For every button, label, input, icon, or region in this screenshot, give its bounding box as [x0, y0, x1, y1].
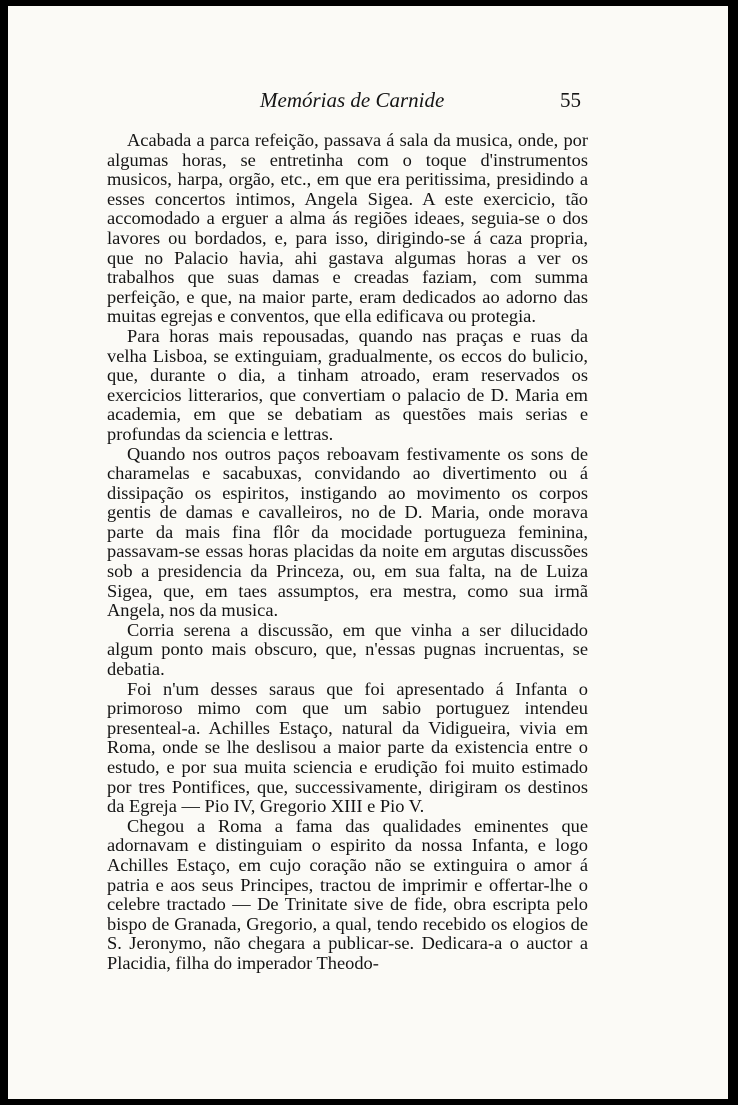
- paragraph: Corria serena a discussão, em que vinha a ser dilucidado algum ponto mais obscuro, que, n'essas pugnas incruentas, se debatia.: [107, 619, 588, 680]
- running-title: Memórias de Carnide: [260, 88, 445, 112]
- paragraph: Quando nos outros paços reboavam festivamente os sons de charamelas e sacabuxas, convidando ao divertimento ou á dissipação os espiritos, instigando ao movimento os corpos gentis de damas e cavalleiros, no de D. Maria, onde morava parte da mais fina flôr da mocidade portugueza feminina, passavam-se essas horas placidas da noite em argutas discussões sob a presidencia da Princeza, ou, em sua falta, na de Luiza Sigea, que, em taes assumptos, era mestra, como sua irmã Angela, nos da musica.: [107, 443, 588, 621]
- paragraph: Acabada a parca refeição, passava á sala da musica, onde, por algumas horas, se entretinha com o toque d'instrumentos musicos, harpa, orgão, etc., em que era peritissima, presidindo a esses concertos intimos, Angela Sigea. A este exercicio, tão accomodado a erguer a alma ás regiões ideaes, seguia-se o dos lavores ou bordados, e, para isso, dirigindo-se á caza propria, que no Palacio havia, ahi gastava algumas horas a ver os trabalhos que suas damas e creadas faziam, com summa perfeição, e que, na maior parte, eram dedicados ao adorno das muitas egrejas e conventos, que ella edificava ou protegia.: [107, 130, 588, 327]
- paragraph: Foi n'um desses saraus que foi apresentado á Infanta o primoroso mimo com que um sabio portuguez intendeu presenteal-a. Achilles Estaço, natural da Vidigueira, vivia em Roma, onde se lhe deslisou a maior parte da existencia entre o estudo, e por sua muita sciencia e erudição foi muito estimado por tres Pontifices, que, successivamente, dirigiram os destinos da Egreja — Pio IV, Gregorio XIII e Pio V.: [107, 678, 588, 817]
- paragraph: Para horas mais repousadas, quando nas praças e ruas da velha Lisboa, se extinguiam, gradualmente, os eccos do bulicio, que, durante o dia, a tinham atroado, eram reservados os exercicios litterarios, que convertiam o palacio de D. Maria em academia, em que se debatiam as questões mais serias e profundas da sciencia e lettras.: [107, 325, 588, 444]
- page-number: 55: [560, 88, 581, 112]
- paragraph: Chegou a Roma a fama das qualidades eminentes que adornavam e distinguiam o espirito da nossa Infanta, e logo Achilles Estaço, em cujo coração não se extinguira o amor á patria e aos seus Principes, tractou de imprimir e offertar-lhe o celebre tractado — De Trinitate sive de fide, obra escripta pelo bispo de Granada, Gregorio, a qual, tendo recebido os elogios de S. Jeronymo, não chegara a publicar-se. Dedicara-a o auctor a Placidia, filha do imperador Theodo-: [107, 815, 588, 973]
- page-header: [8, 88, 728, 118]
- book-page: [8, 6, 728, 1099]
- body-text: [107, 131, 588, 974]
